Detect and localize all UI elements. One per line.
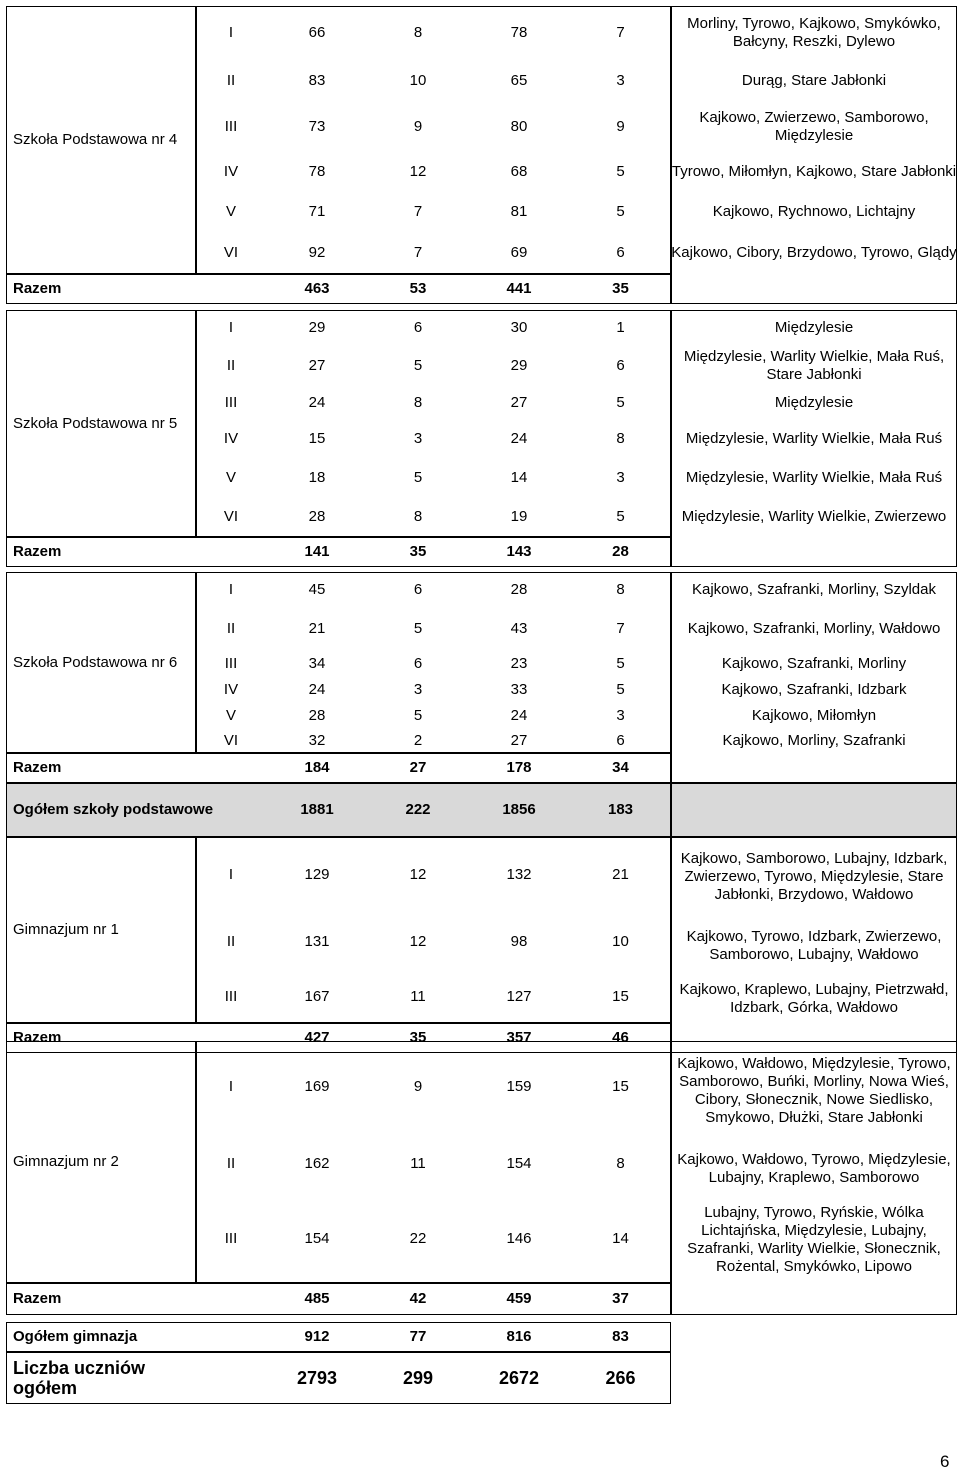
gim2-total-value: 42 [409,1290,427,1307]
gim1-value: 131 [304,933,330,950]
grand-total-value: 266 [605,1368,636,1388]
sp4-value: 92 [308,244,326,261]
gim1-value: 129 [304,866,330,883]
sp5-value: 18 [308,469,326,486]
sp5-total-value: 28 [612,543,629,560]
sp4-total-label: Razem [13,280,62,297]
sp4-class-label: I [228,24,234,41]
sp6-places: Kajkowo, Szafranki, Idzbark [721,680,907,698]
sp5-class-label: VI [223,508,239,525]
sp6-value: 28 [308,706,326,724]
sp4-value: 6 [616,244,625,261]
sp4-total-value: 53 [409,280,427,297]
sp6-value: 3 [413,680,423,698]
sp6-total-value: 184 [304,759,330,776]
sp6-value: 7 [616,620,625,637]
sp5-class-label: IV [223,430,239,447]
sp6-value: 24 [308,680,326,698]
primary-total-value: 222 [405,801,431,818]
sp6-value: 43 [510,620,528,637]
sp5-value: 30 [510,318,528,336]
gym-total-value: 816 [506,1328,532,1345]
sp6-total-label: Razem [13,759,62,776]
sp4-places: Durąg, Stare Jabłonki [741,72,887,89]
gim2-value: 169 [304,1078,330,1095]
sp5-value: 8 [616,430,625,447]
sp4-value: 3 [616,72,625,89]
sp5-value: 24 [308,394,326,411]
sp5-class-label: II [226,357,236,374]
sp4-places: Kajkowo, Cibory, Brzydowo, Tyrowo, Glądy [671,244,957,261]
sp4-value: 71 [308,203,326,220]
sp4-value: 12 [409,163,427,180]
gim1-value: 12 [409,866,427,883]
sp6-value: 33 [510,680,528,698]
sp5-value: 6 [616,357,625,374]
sp6-total-value: 27 [409,759,427,776]
gim2-name: Gimnazjum nr 2 [13,1153,119,1170]
gim2-value: 9 [413,1078,423,1095]
gim1-value: 21 [612,866,629,883]
sp6-value: 21 [308,620,326,637]
sp6-total-value: 34 [612,759,629,776]
sp4-value: 65 [510,72,528,89]
sp6-class-label: VI [223,731,239,749]
gym-total-value: 912 [304,1328,330,1345]
sp5-value: 3 [616,469,625,486]
grand-total-value: 299 [402,1368,434,1388]
sp4-value: 69 [510,244,528,261]
sp5-value: 5 [616,508,625,525]
gim2-value: 8 [616,1155,625,1172]
sp6-class-label: III [224,654,238,672]
grand-total-value: 2672 [498,1368,540,1388]
sp6-class-label: II [226,620,236,637]
sp4-value: 10 [409,72,427,89]
gim1-value: 11 [410,988,426,1005]
primary-total-value: 1881 [300,801,334,818]
gim2-value: 15 [612,1078,629,1095]
sp5-places: Międzylesie, Warlity Wielkie, Mała Ruś, Stare Jabłonki [683,348,945,383]
gim2-total-label: Razem [13,1290,62,1307]
sp4-places: Kajkowo, Rychnowo, Lichtajny [712,203,916,220]
sp6-value: 3 [616,706,625,724]
sp5-value: 5 [413,357,423,374]
sp5-total-value: 141 [304,543,330,560]
sp5-places: Międzylesie [774,318,854,336]
gim1-name: Gimnazjum nr 1 [13,921,119,938]
sp5-places: Międzylesie [774,394,854,411]
sp5-name: Szkoła Podstawowa nr 5 [13,414,178,432]
sp5-total-value: 143 [506,543,532,560]
gim2-value: 162 [304,1155,330,1172]
sp6-total-value: 178 [506,759,532,776]
sp5-value: 29 [308,318,326,336]
gim1-total-value: 35 [409,1029,427,1046]
gim2-value: 22 [409,1230,427,1247]
gim2-value: 11 [410,1155,426,1172]
gim1-total-label: Razem [13,1029,62,1046]
gim2-value: 154 [304,1230,330,1247]
sp4-total-value: 35 [612,280,629,297]
gym-total-value: 77 [409,1328,427,1345]
gim1-class-label: II [226,933,236,950]
sp5-class-label: V [225,469,236,486]
sp4-value: 80 [510,118,528,135]
sp6-value: 5 [616,654,625,672]
gim2-class-label: II [226,1155,236,1172]
grand-total-label: Liczba uczniów ogółem [13,1358,146,1398]
sp5-class-label: III [224,394,238,411]
sp6-places: Kajkowo, Szafranki, Morliny, Wałdowo [687,620,941,637]
sp4-value: 83 [308,72,326,89]
sp4-class-label: IV [223,163,239,180]
gim1-value: 167 [304,988,330,1005]
gim1-places: Kajkowo, Tyrowo, Idzbark, Zwierzewo, Samborowo, Lubajny, Wałdowo [686,927,942,963]
sp6-places: Kajkowo, Morliny, Szafranki [722,731,906,749]
sp5-value: 19 [510,508,528,525]
gim1-total-value: 46 [612,1029,629,1046]
sp6-value: 5 [413,706,423,724]
sp5-value: 8 [413,508,423,525]
sp6-value: 24 [510,706,528,724]
sp5-value: 14 [510,469,528,486]
gim2-places: Kajkowo, Wałdowo, Międzylesie, Tyrowo, Samborowo, Buńki, Morliny, Nowa Wieś, Cibory, Słonecznik, Nowe Siedlisko, Smykowo, Dłużki, Stare Jabłonki [677,1055,951,1126]
sp4-value: 5 [616,163,625,180]
page-number: 6 [940,1452,950,1471]
sp6-value: 32 [308,731,326,749]
sp4-value: 78 [510,24,528,41]
gim1-total-value: 427 [304,1029,330,1046]
sp6-places: Kajkowo, Szafranki, Morliny [721,654,907,672]
sp4-value: 66 [308,24,326,41]
grand-total-value: 2793 [296,1368,338,1388]
sp4-places: Morliny, Tyrowo, Kajkowo, Smykówko, Bałcyny, Reszki, Dylewo [687,15,941,50]
sp6-value: 8 [616,580,625,598]
gim2-value: 14 [612,1230,629,1247]
sp6-value: 23 [510,654,528,672]
gim2-places: Lubajny, Tyrowo, Ryńskie, Wólka Lichtajńska, Międzylesie, Lubajny, Szafranki, Warlity Wielkie, Słonecznik, Rożental, Smykówko, Lipowo [687,1204,941,1275]
gim2-class-label: III [224,1230,238,1247]
gim2-value: 154 [506,1155,532,1172]
sp5-value: 15 [308,430,326,447]
sp4-value: 81 [510,203,528,220]
sp5-places: Międzylesie, Warlity Wielkie, Mała Ruś [685,430,943,447]
primary-total-label: Ogółem szkoły podstawowe [13,801,214,818]
sp4-value: 68 [510,163,528,180]
gim2-value: 146 [506,1230,532,1247]
sp4-class-label: III [224,118,238,135]
gim1-class-label: I [228,866,234,883]
sp6-class-label: IV [223,680,239,698]
gim1-value: 10 [612,933,629,950]
gim2-value: 159 [506,1078,532,1095]
sp5-value: 1 [616,318,625,336]
sp5-value: 27 [510,394,528,411]
gim1-places: Kajkowo, Kraplewo, Lubajny, Pietrzwałd, Idzbark, Górka, Wałdowo [679,980,949,1016]
primary-total-value: 183 [607,801,634,818]
primary-total-empty-cell [671,783,957,837]
sp6-class-label: I [228,580,234,598]
sp5-value: 8 [413,394,423,411]
sp4-value: 7 [413,244,423,261]
sp5-value: 27 [308,357,326,374]
sp5-value: 6 [413,318,423,336]
sp4-class-label: V [225,203,236,220]
sp4-total-value: 463 [304,280,330,297]
sp5-value: 5 [413,469,423,486]
sp5-places: Międzylesie, Warlity Wielkie, Mała Ruś [685,469,943,486]
sp6-value: 34 [308,654,326,672]
gim1-class-label: III [224,988,238,1005]
sp6-value: 6 [413,654,423,672]
sp5-places: Międzylesie, Warlity Wielkie, Zwierzewo [681,508,947,525]
sp4-class-label: VI [223,244,239,261]
gim2-class-label: I [228,1078,234,1095]
sp4-value: 5 [616,203,625,220]
sp4-value: 9 [616,118,625,135]
sp4-value: 7 [413,203,423,220]
sp6-places: Kajkowo, Miłomłyn [751,706,877,724]
gim1-value: 132 [506,866,532,883]
sp5-value: 29 [510,357,528,374]
sp5-total-value: 35 [409,543,427,560]
gim2-places: Kajkowo, Wałdowo, Tyrowo, Międzylesie, Lubajny, Kraplewo, Samborowo [677,1151,951,1186]
gim1-value: 127 [506,988,532,1005]
sp4-places: Kajkowo, Zwierzewo, Samborowo, Międzylesie [699,109,929,144]
gym-total-value: 83 [612,1328,629,1345]
sp4-value: 78 [308,163,326,180]
gim1-value: 98 [510,933,528,950]
sp5-total-label: Razem [13,543,62,560]
sp5-value: 5 [616,394,625,411]
sp4-class-label: II [226,72,236,89]
sp4-value: 73 [308,118,326,135]
sp6-value: 6 [413,580,423,598]
sp5-class-label: I [228,318,234,336]
gim1-value: 15 [612,988,629,1005]
sp6-value: 2 [413,731,423,749]
sp4-total-value: 441 [506,280,532,297]
sp5-value: 3 [413,430,423,447]
sp4-value: 9 [413,118,423,135]
sp6-value: 5 [616,680,625,698]
sp6-value: 5 [413,620,423,637]
primary-total-value: 1856 [502,801,536,818]
sp6-value: 28 [510,580,528,598]
sp6-class-label: V [225,706,236,724]
sp5-value: 28 [308,508,326,525]
gim1-total-value: 357 [506,1029,532,1046]
gim1-value: 12 [409,933,427,950]
gym-total-label: Ogółem gimnazja [13,1328,138,1345]
gim2-total-value: 459 [506,1290,532,1307]
sp6-value: 45 [308,580,326,598]
gim2-total-value: 485 [304,1290,330,1307]
sp5-value: 24 [510,430,528,447]
sp4-value: 8 [413,24,423,41]
sp6-name: Szkoła Podstawowa nr 6 [13,653,178,671]
gim2-total-value: 37 [612,1290,629,1307]
gim1-places: Kajkowo, Samborowo, Lubajny, Idzbark, Zwierzewo, Tyrowo, Międzylesie, Stare Jabłonki, Brzydowo, Wałdowo [680,850,948,903]
sp6-places: Kajkowo, Szafranki, Morliny, Szyldak [692,580,936,598]
sp6-value: 27 [510,731,528,749]
sp6-value: 6 [616,731,625,749]
sp4-name: Szkoła Podstawowa nr 4 [13,131,178,148]
sp4-value: 7 [616,24,625,41]
sp4-places: Tyrowo, Miłomłyn, Kajkowo, Stare Jabłonki [671,163,957,180]
